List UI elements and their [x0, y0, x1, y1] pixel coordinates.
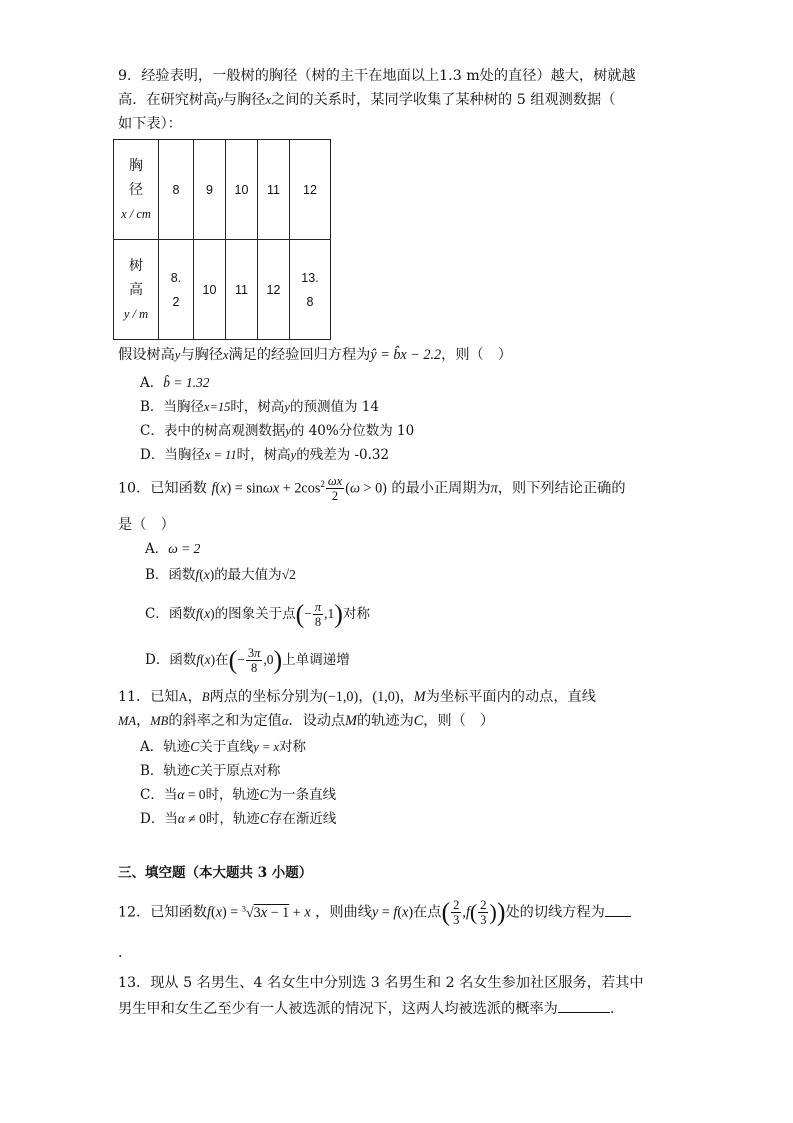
q13-line1: 13．现从 5 名男生、4 名女生中分别选 3 名男生和 2 名女生参加社区服务，若其中 [118, 975, 644, 991]
q11-stem-line1: 11．已知A，B两点的坐标分别为(−1,0)，(1,0)，M为坐标平面内的动点，直线 [118, 689, 596, 705]
table-row-height [114, 240, 331, 340]
q9-line1: 9．经验表明，一般树的胸径（树的主干在地面以上1.3 m处的直径）越大，树就越 [118, 68, 636, 84]
q11-option-c: C．当α = 0时，轨迹C为一条直线 [140, 787, 337, 803]
q10-option-a: A．ω = 2 [145, 541, 201, 557]
table-cell: 9 [194, 140, 226, 240]
q10-stem: 10．已知函数 $f(x) = \sin\omega x + 2\cos^2$ $\frac{\omega x}{2}$ (ω > 0) 的最小正周期为π，则下列结论正确的 [118, 474, 626, 503]
table-cell: 10 [226, 140, 258, 240]
q11-option-d: D．当α ≠ 0时，轨迹C存在渐近线 [140, 811, 337, 827]
q11-option-b: B．轨迹C关于原点对称 [140, 763, 281, 779]
q12-stem: 12．已知函数f(x) = $^3$√3x − 1 + x ，则曲线y = f(x)在点( $\frac{2}{3}$ ,f( $\frac{2}{3}$ ))处的切线方程为 [118, 898, 631, 938]
table-cell: 8. 2 [159, 240, 194, 340]
q9-stem: 假设树高y与胸径x满足的经验回归方程为ŷ = b̂x − 2.2，则（ ） [118, 347, 513, 363]
table-cell: 12 [258, 240, 290, 340]
table-cell: 10 [194, 240, 226, 340]
answer-blank[interactable] [605, 902, 631, 917]
q10-option-b: B．函数f(x)的最大值为√2 [145, 567, 296, 583]
q10-option-c: C．函数f(x)的图象关于点(− $\frac{\pi}{8}$ ,1)对称 [145, 599, 370, 629]
table-cell: 13. 8 [290, 240, 331, 340]
q9-option-b: B．当胸径x=15时，树高y的预测值为 14 [140, 399, 379, 415]
q11-stem-line2: MA，MB的斜率之和为定值α．设动点M的轨迹为C，则（ ） [118, 713, 495, 729]
answer-blank[interactable] [558, 998, 610, 1013]
q9-option-c: C．表中的树高观测数据y的 40%分位数为 10 [140, 423, 415, 439]
q10-option-d: D．函数f(x)在(− $\frac{3\pi}{8}$ ,0)上单调递增 [145, 645, 350, 675]
observation-table [113, 139, 331, 340]
q11-option-a: A．轨迹C关于直线y = x对称 [140, 739, 307, 755]
row-label-height: 树 高 y / m [114, 240, 159, 340]
q9-option-d: D．当胸径x = 11时，树高y的残差为 -0.32 [140, 447, 390, 463]
row-label-diameter: 胸 径 x / cm [114, 140, 159, 240]
q10-line2: 是（ ） [118, 517, 175, 533]
q13-line2: 男生甲和女生乙至少有一人被选派的情况下，这两人均被选派的概率为 . [118, 998, 614, 1018]
q9-option-a: A．b̂ = 1.32 [140, 375, 210, 391]
table-cell: 12 [290, 140, 331, 240]
section-heading: 三、填空题（本大题共 3 小题） [118, 865, 313, 881]
table-cell: 8 [159, 140, 194, 240]
q9-line3: 如下表）： [118, 116, 182, 132]
q9-line2: 高．在研究树高y与胸径x之间的关系时，某同学收集了某种树的 5 组观测数据（ [118, 92, 616, 108]
table-cell: 11 [258, 140, 290, 240]
table-row-diameter [114, 140, 331, 240]
q12-line2: . [118, 945, 123, 961]
table-cell: 11 [226, 240, 258, 340]
